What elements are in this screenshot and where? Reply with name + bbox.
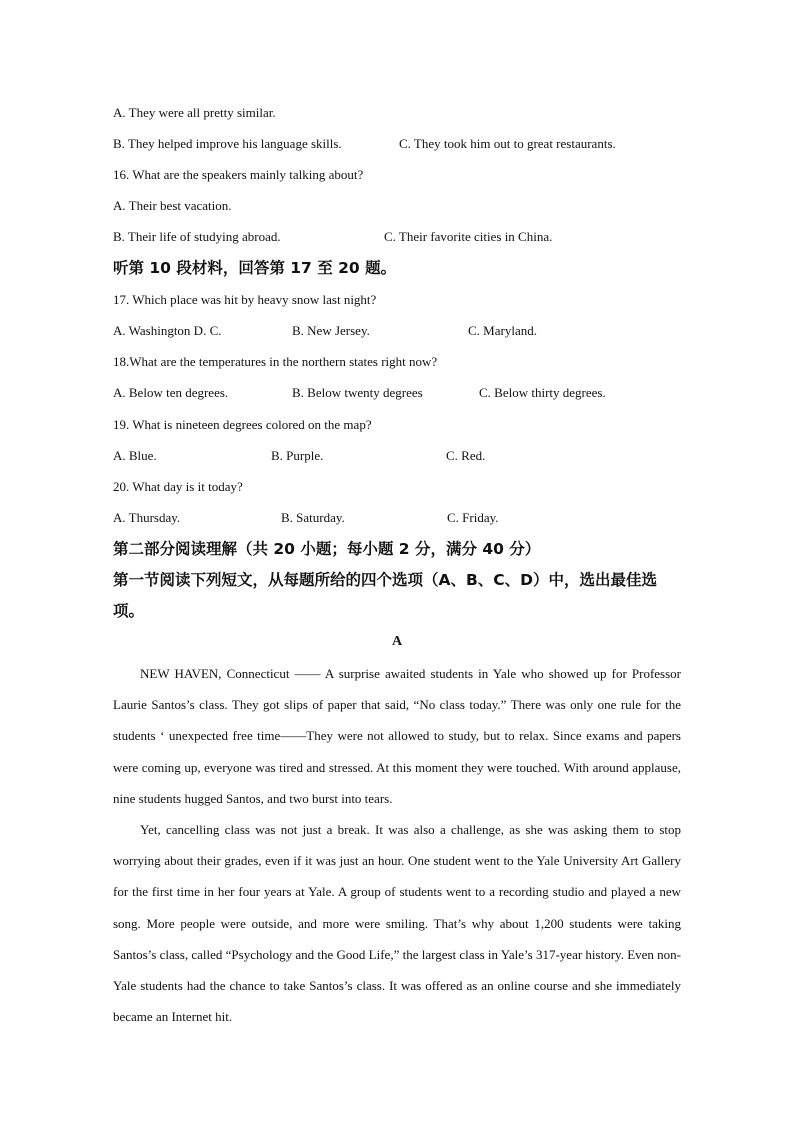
q17-option-a: A. Washington D. C.	[113, 323, 222, 338]
q15-option-c: C. They took him out to great restaurants.	[399, 136, 616, 151]
q15-option-a: A. They were all pretty similar.	[113, 105, 276, 120]
paragraph-2: Yet, cancelling class was not just a break. It was also a challenge, as she was asking them to stop worrying about their grades, even if it was just an hour. One student went to the Yale University Art Gallery for the first time in her four years at Yale. A group of students went to a recording studio and played a new song. More people were outside, and more were smiling. That’s why about 1,200 students were taking Santos’s class, called “Psychology and the Good Life,” the largest class in Yale’s 317-year history. Even non-Yale students had the chance to take Santos’s class. It was offered as an online course and she immediately became an Internet hit.	[113, 822, 681, 1025]
q20-option-b: B. Saturday.	[281, 510, 345, 525]
paragraph-1: NEW HAVEN, Connecticut —— A surprise awaited students in Yale who showed up for Professor Laurie Santos’s class. They got slips of paper that said, “No class today.” There was only one rule for the students ‘ unexpected free time——They were not allowed to study, but to relax. Since exams and papers were coming up, everyone was tired and stressed. At this moment they were touched. With around applause, nine students hugged Santos, and two burst into tears.	[113, 666, 681, 806]
section-10-heading: 听第 10 段材料，回答第 17 至 20 题。	[113, 259, 397, 277]
q19-option-c: C. Red.	[446, 448, 486, 463]
section1-instruction-line2: 项。	[113, 602, 145, 620]
section1-instruction-line1: 第一节阅读下列短文，从每题所给的四个选项（A、B、C、D）中，选出最佳选	[113, 571, 658, 589]
q20-option-c: C. Friday.	[447, 510, 499, 525]
passage-label: A	[391, 634, 403, 649]
q17-option-c: C. Maryland.	[468, 323, 537, 338]
q16-option-a: A. Their best vacation.	[113, 198, 232, 213]
q15-option-b: B. They helped improve his language skills.	[113, 136, 342, 151]
q16-option-b: B. Their life of studying abroad.	[113, 229, 281, 244]
q19-option-b: B. Purple.	[271, 448, 324, 463]
q19-question: 19. What is nineteen degrees colored on the map?	[113, 417, 372, 432]
part2-heading: 第二部分阅读理解（共 20 小题；每小题 2 分，满分 40 分）	[113, 540, 541, 558]
q16-question: 16. What are the speakers mainly talking about?	[113, 167, 364, 182]
q18-question: 18.What are the temperatures in the northern states right now?	[113, 354, 438, 369]
q18-option-b: B. Below twenty degrees	[292, 385, 423, 400]
q20-option-a: A. Thursday.	[113, 510, 181, 525]
q17-question: 17. Which place was hit by heavy snow last night?	[113, 292, 377, 307]
q17-option-b: B. New Jersey.	[292, 323, 370, 338]
q19-option-a: A. Blue.	[113, 448, 157, 463]
q18-option-a: A. Below ten degrees.	[113, 385, 229, 400]
q20-question: 20. What day is it today?	[113, 479, 243, 494]
q18-option-c: C. Below thirty degrees.	[479, 385, 606, 400]
passage-body	[113, 658, 681, 1032]
q16-option-c: C. Their favorite cities in China.	[384, 229, 553, 244]
